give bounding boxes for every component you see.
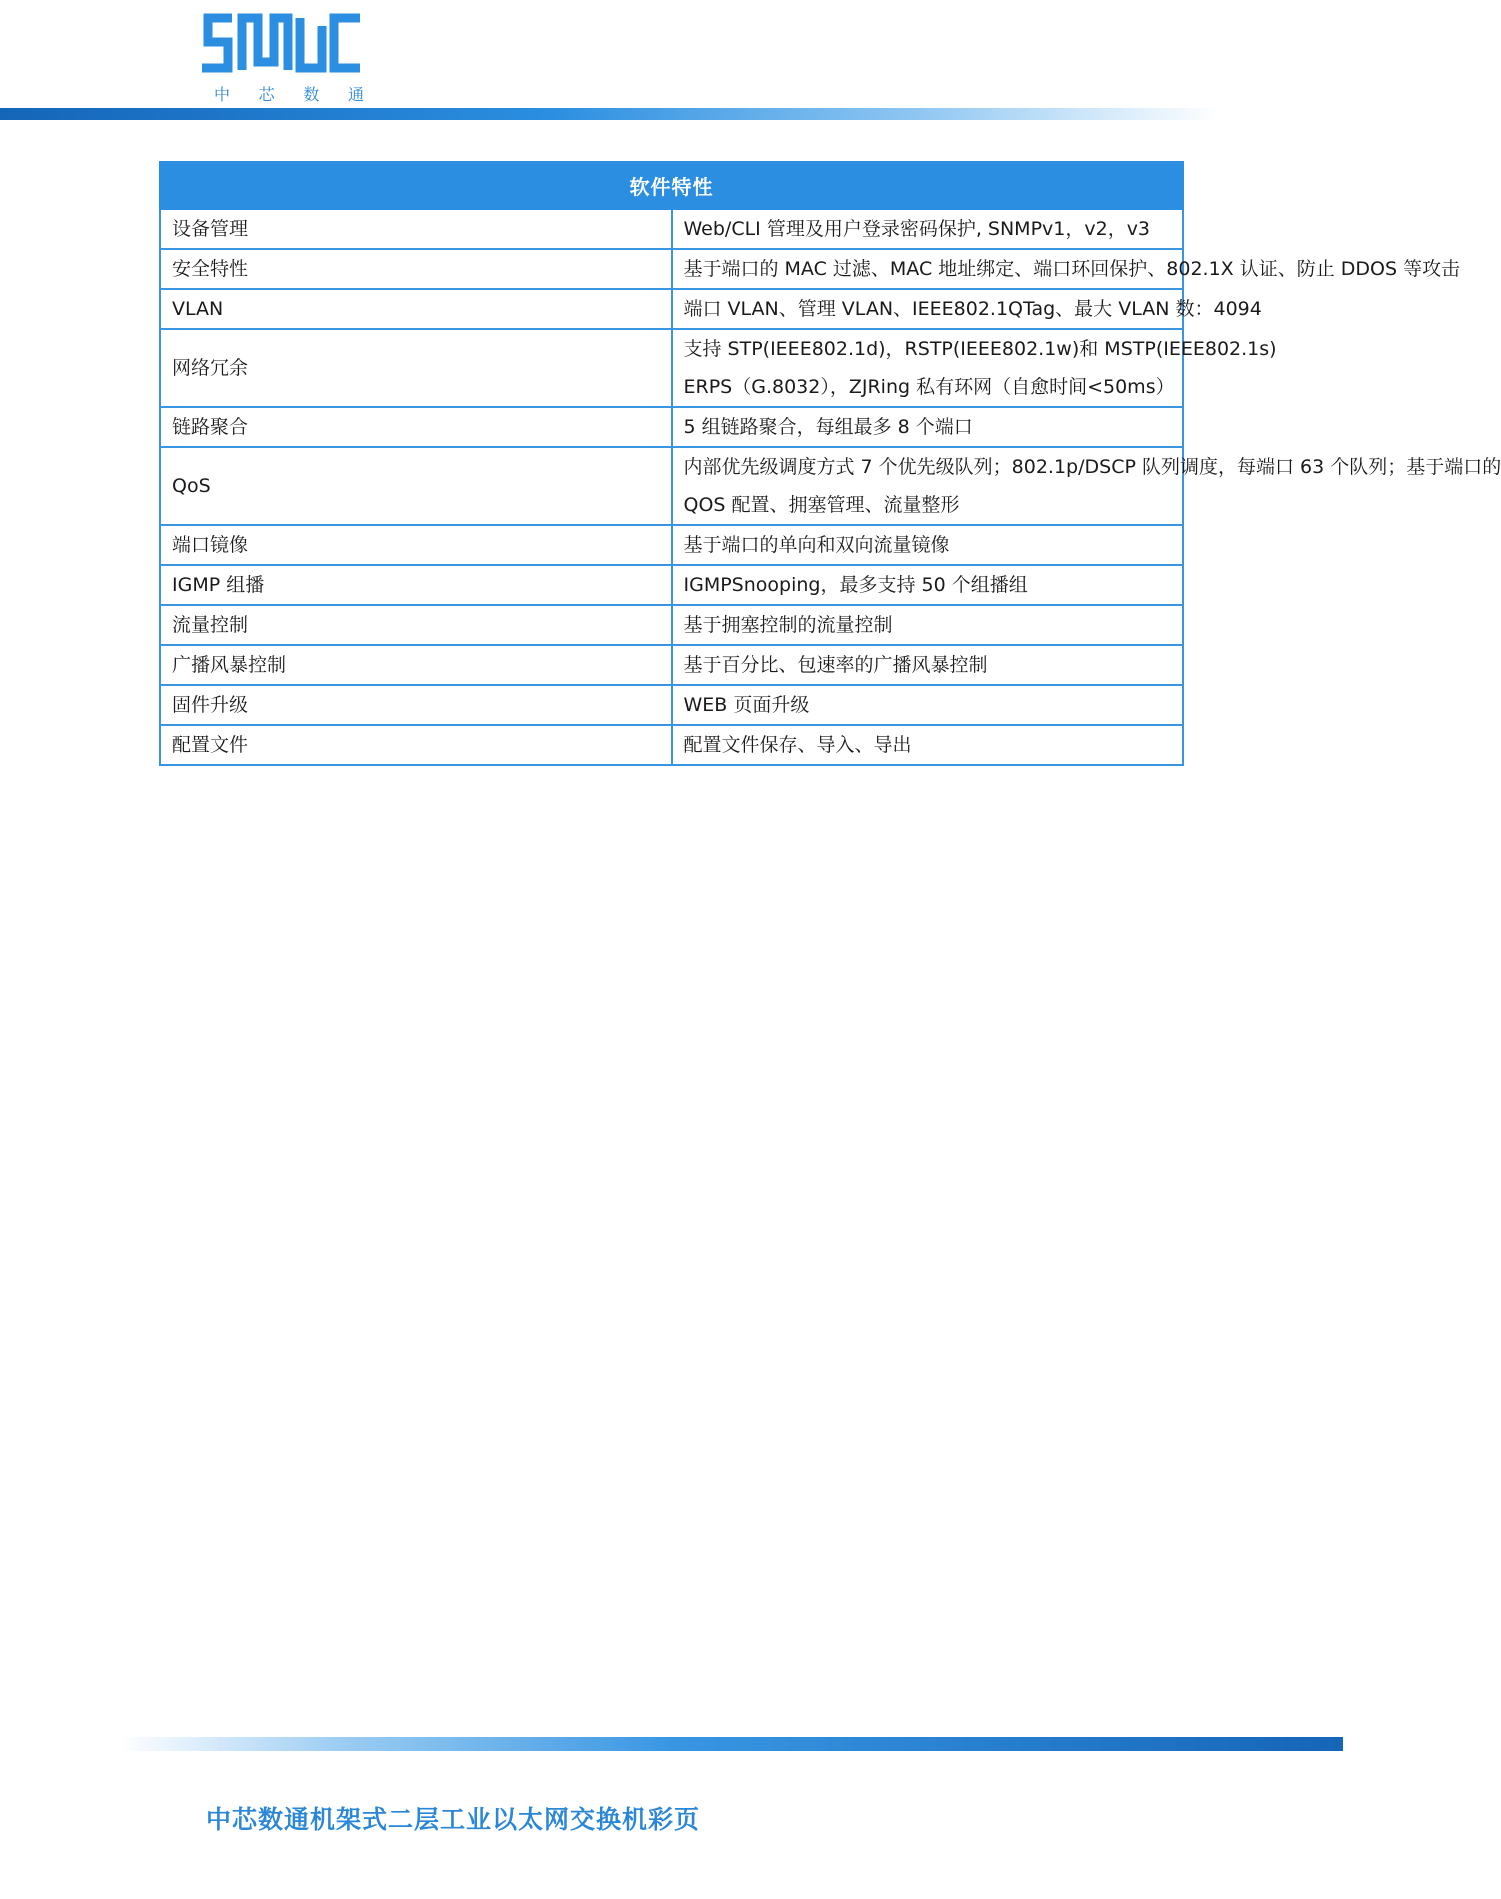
feature-value	[672, 289, 1262, 329]
feature-value	[672, 565, 1184, 605]
logo-char: 通	[347, 85, 364, 104]
table-row	[160, 565, 1183, 605]
feature-value-line: 支持 STP(IEEE802.1d)，RSTP(IEEE802.1w)和 MSTP(IEEE802.1s)	[683, 338, 1277, 360]
feature-value-line: IGMPSnooping，最多支持 50 个组播组	[683, 574, 1028, 596]
table-row	[160, 605, 1183, 645]
feature-value-line: 内部优先级调度方式 7 个优先级队列；802.1p/DSCP 队列调度，每端口 63 个队列；基于端口的	[683, 456, 1501, 478]
feature-value-line: 基于端口的单向和双向流量镜像	[683, 534, 950, 556]
feature-value-line: 基于端口的 MAC 过滤、MAC 地址绑定、端口环回保护、802.1X 认证、防止 DDOS 等攻击	[683, 258, 1461, 280]
feature-value-line: WEB 页面升级	[683, 694, 810, 716]
footer-gradient-band	[120, 1737, 1343, 1751]
feature-value	[672, 685, 1184, 725]
feature-label: 流量控制	[160, 605, 672, 645]
logo-char: 数	[303, 85, 320, 104]
table-row	[160, 289, 1183, 329]
table-row	[160, 209, 1183, 249]
feature-value-line: Web/CLI 管理及用户登录密码保护, SNMPv1，v2，v3	[683, 218, 1151, 240]
feature-label: 广播风暴控制	[160, 645, 672, 685]
feature-value-line: 配置文件保存、导入、导出	[683, 734, 912, 756]
header-gradient-band	[0, 108, 1220, 120]
feature-value	[672, 209, 1184, 249]
feature-value-line: 基于百分比、包速率的广播风暴控制	[683, 654, 988, 676]
logo-char: 中	[214, 85, 231, 104]
feature-label: QoS	[160, 447, 672, 525]
feature-label: 设备管理	[160, 209, 672, 249]
feature-value-line: 端口 VLAN、管理 VLAN、IEEE802.1QTag、最大 VLAN 数：4094	[683, 298, 1262, 320]
table-body	[160, 209, 1501, 765]
feature-label: 网络冗余	[160, 329, 672, 407]
table-row	[160, 329, 1183, 407]
logo-char: 芯	[258, 85, 275, 104]
feature-value	[672, 329, 1277, 407]
feature-value-line: QOS 配置、拥塞管理、流量整形	[683, 494, 960, 516]
feature-label: 端口镜像	[160, 525, 672, 565]
feature-label: 链路聚合	[160, 407, 672, 447]
feature-value	[672, 645, 1184, 685]
table-row	[160, 685, 1183, 725]
feature-value	[672, 725, 1184, 765]
feature-value-line: 5 组链路聚合，每组最多 8 个端口	[683, 416, 973, 438]
table-row	[160, 645, 1183, 685]
feature-label: 配置文件	[160, 725, 672, 765]
table-row	[160, 447, 1183, 525]
logo-subtitle	[214, 82, 364, 105]
software-features-table	[159, 161, 1501, 766]
feature-value	[672, 605, 1184, 645]
feature-value	[672, 249, 1461, 289]
feature-value-line: 基于拥塞控制的流量控制	[683, 614, 893, 636]
feature-value	[672, 525, 1184, 565]
table-row	[160, 407, 1183, 447]
feature-label: 安全特性	[160, 249, 672, 289]
smdc-logo-mark	[200, 12, 362, 74]
table-row	[160, 525, 1183, 565]
footer-title: 中芯数通机架式二层工业以太网交换机彩页	[206, 1805, 701, 1834]
feature-label: IGMP 组播	[160, 565, 672, 605]
table-row	[160, 249, 1183, 289]
company-logo	[200, 12, 362, 102]
feature-value	[672, 447, 1501, 525]
feature-label: VLAN	[160, 289, 672, 329]
feature-value	[672, 407, 1184, 447]
feature-label: 固件升级	[160, 685, 672, 725]
table-row	[160, 725, 1183, 765]
feature-value-line: ERPS（G.8032），ZJRing 私有环网（自愈时间<50ms）	[683, 376, 1175, 398]
table-header: 软件特性	[160, 162, 1183, 209]
